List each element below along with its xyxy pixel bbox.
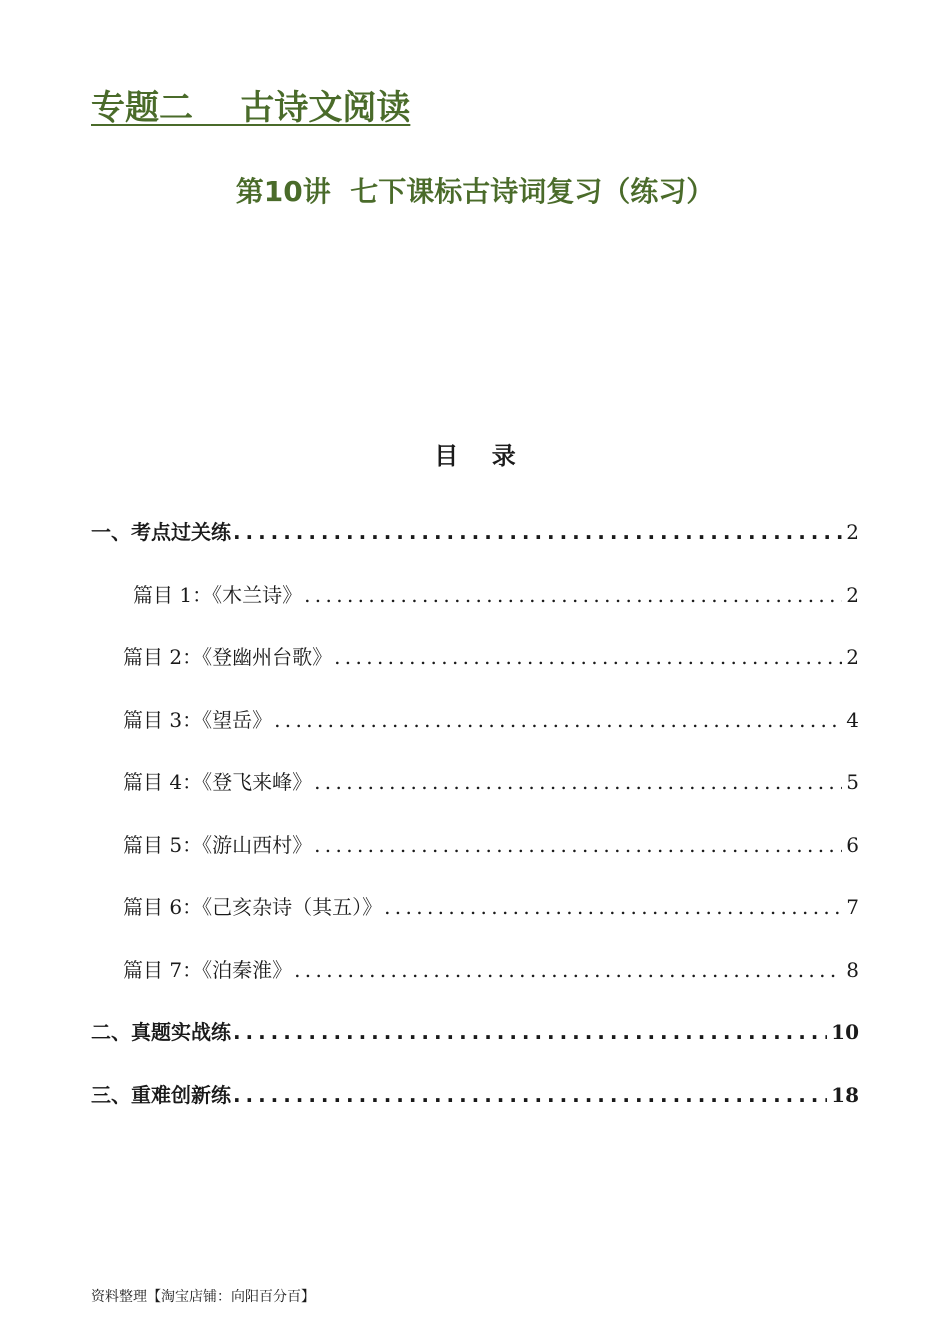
toc-page-number: 2 bbox=[846, 645, 859, 669]
toc-entry-section-1[interactable] bbox=[91, 517, 859, 547]
toc-entry-poem-2[interactable] bbox=[123, 642, 859, 672]
toc-page-number: 2 bbox=[846, 583, 859, 607]
toc-page-number: 5 bbox=[846, 770, 859, 794]
toc-heading: 目 录 bbox=[434, 442, 516, 470]
toc-entry-label: 篇目 7：《泊秦淮》 bbox=[123, 958, 293, 982]
page-title: 专题二 古诗文阅读 bbox=[91, 88, 411, 128]
toc-entry-poem-6[interactable] bbox=[123, 892, 859, 922]
toc-page-number: 6 bbox=[846, 833, 859, 857]
toc-entry-label: 二、真题实战练 bbox=[91, 1020, 231, 1044]
toc-dot-leader bbox=[233, 1017, 827, 1047]
toc-page-number: 8 bbox=[846, 958, 859, 982]
toc-dot-leader bbox=[233, 517, 842, 547]
toc-page-number: 2 bbox=[846, 520, 859, 544]
toc-entry-label: 三、重难创新练 bbox=[91, 1083, 231, 1107]
toc-entry-section-2[interactable] bbox=[91, 1017, 859, 1047]
toc-entry-label: 篇目 5：《游山西村》 bbox=[123, 833, 313, 857]
toc-dot-leader bbox=[294, 955, 842, 985]
toc-entry-poem-4[interactable] bbox=[123, 767, 859, 797]
toc-entry-label: 篇目 6：《己亥杂诗（其五）》 bbox=[123, 895, 383, 919]
toc-dot-leader bbox=[304, 580, 842, 610]
toc-entry-poem-3[interactable] bbox=[123, 705, 859, 735]
toc-entry-label: 篇目 4：《登飞来峰》 bbox=[123, 770, 313, 794]
toc-entry-label: 篇目 2：《登幽州台歌》 bbox=[123, 645, 333, 669]
toc-entry-poem-7[interactable] bbox=[123, 955, 859, 985]
lesson-subtitle: 第10讲 七下课标古诗词复习（练习） bbox=[235, 175, 715, 208]
toc-dot-leader bbox=[314, 830, 842, 860]
toc-page-number: 4 bbox=[846, 708, 859, 732]
toc-dot-leader bbox=[334, 642, 842, 672]
toc-dot-leader bbox=[314, 767, 842, 797]
toc-dot-leader bbox=[233, 1080, 827, 1110]
toc-dot-leader bbox=[384, 892, 842, 922]
toc-page-number: 18 bbox=[831, 1083, 859, 1107]
toc-entry-poem-5[interactable] bbox=[123, 830, 859, 860]
page-footer: 资料整理【淘宝店铺：向阳百分百】 bbox=[91, 1289, 315, 1305]
toc-entry-label: 一、考点过关练 bbox=[91, 520, 231, 544]
toc-page-number: 10 bbox=[831, 1020, 859, 1044]
toc-entry-section-3[interactable] bbox=[91, 1080, 859, 1110]
toc-entry-label: 篇目 3：《望岳》 bbox=[123, 708, 273, 732]
toc-dot-leader bbox=[274, 705, 842, 735]
toc-entry-label: 篇目 1：《木兰诗》 bbox=[133, 583, 303, 607]
toc-entry-poem-1[interactable] bbox=[133, 580, 859, 610]
toc-page-number: 7 bbox=[846, 895, 859, 919]
